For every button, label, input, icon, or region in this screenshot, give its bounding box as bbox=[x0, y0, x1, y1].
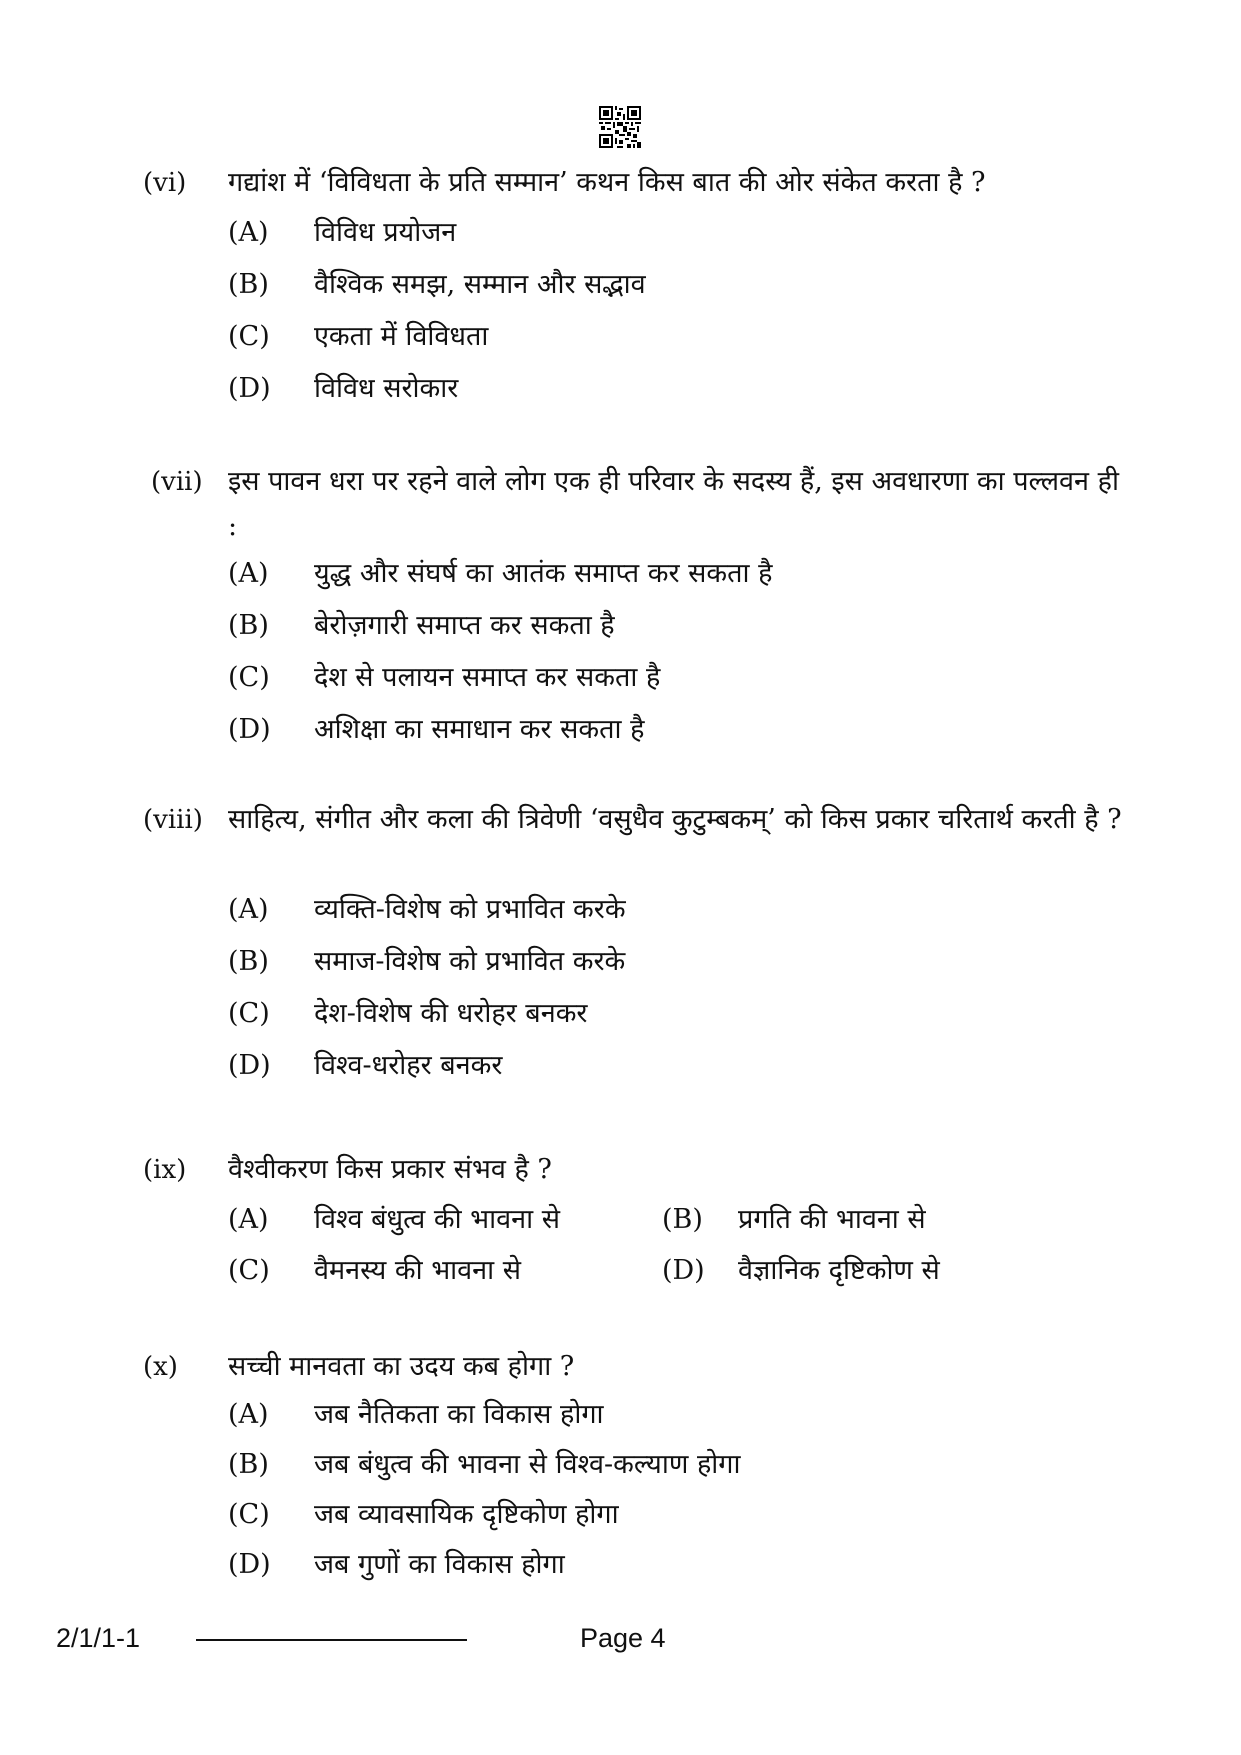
question-number: (vii) bbox=[151, 467, 203, 497]
option-label: (B) bbox=[228, 269, 269, 300]
question-number: (ix) bbox=[143, 1155, 187, 1185]
option-text: प्रगति की भावना से bbox=[738, 1204, 926, 1235]
question-text: साहित्य, संगीत और कला की त्रिवेणी ‘वसुधैव कुटुम्बकम्’ को किस प्रकार चरितार्थ करती है ? bbox=[228, 804, 1122, 835]
question-text: सच्ची मानवता का उदय कब होगा ? bbox=[228, 1351, 575, 1382]
option-text: जब नैतिकता का विकास होगा bbox=[314, 1399, 604, 1430]
option-text: जब बंधुत्व की भावना से विश्व-कल्याण होगा bbox=[314, 1449, 741, 1480]
option-text: जब व्यावसायिक दृष्टिकोण होगा bbox=[314, 1499, 619, 1530]
question-text: इस पावन धरा पर रहने वाले लोग एक ही परिवार के सदस्य हैं, इस अवधारणा का पल्लवन ही : bbox=[228, 466, 1119, 542]
option-label: (A) bbox=[228, 558, 269, 589]
option-text: वैश्विक समझ, सम्मान और सद्भाव bbox=[314, 269, 646, 300]
option-text: जब गुणों का विकास होगा bbox=[314, 1549, 565, 1580]
option-label: (B) bbox=[228, 946, 269, 977]
footer-divider bbox=[196, 1639, 467, 1641]
option-label: (D) bbox=[228, 1050, 271, 1081]
question-number: (vi) bbox=[143, 168, 187, 198]
option-label: (B) bbox=[228, 610, 269, 641]
page-number: Page 4 bbox=[580, 1623, 666, 1653]
option-label: (B) bbox=[662, 1204, 703, 1235]
question-number: (x) bbox=[143, 1352, 178, 1382]
option-label: (C) bbox=[228, 321, 270, 352]
option-text: वैज्ञानिक दृष्टिकोण से bbox=[738, 1255, 940, 1286]
option-label: (C) bbox=[228, 1255, 270, 1286]
option-text: विविध सरोकार bbox=[314, 373, 459, 404]
option-text: देश-विशेष की धरोहर बनकर bbox=[314, 998, 588, 1029]
option-label: (A) bbox=[228, 894, 269, 925]
option-label: (B) bbox=[228, 1449, 269, 1480]
option-text: देश से पलायन समाप्त कर सकता है bbox=[314, 662, 661, 693]
paper-code: 2/1/1-1 bbox=[56, 1623, 141, 1653]
question-text: गद्यांश में ‘विविधता के प्रति सम्मान’ कथन किस बात की ओर संकेत करता है ? bbox=[228, 167, 986, 198]
option-text: अशिक्षा का समाधान कर सकता है bbox=[314, 714, 645, 745]
option-label: (A) bbox=[228, 217, 269, 248]
option-text: बेरोज़गारी समाप्त कर सकता है bbox=[314, 610, 615, 641]
option-text: वैमनस्य की भावना से bbox=[314, 1255, 521, 1286]
qr-code-icon bbox=[599, 106, 641, 148]
option-text: व्यक्ति-विशेष को प्रभावित करके bbox=[314, 894, 626, 925]
question-text: वैश्वीकरण किस प्रकार संभव है ? bbox=[228, 1154, 552, 1185]
option-text: समाज-विशेष को प्रभावित करके bbox=[314, 946, 626, 977]
option-text: एकता में विविधता bbox=[314, 321, 489, 352]
option-text: विश्व-धरोहर बनकर bbox=[314, 1050, 503, 1081]
question-number: (viii) bbox=[143, 805, 203, 835]
option-label: (D) bbox=[228, 373, 271, 404]
option-label: (C) bbox=[228, 662, 270, 693]
option-label: (D) bbox=[228, 1549, 271, 1580]
option-text: विविध प्रयोजन bbox=[314, 217, 457, 248]
option-label: (C) bbox=[228, 998, 270, 1029]
option-label: (A) bbox=[228, 1204, 269, 1235]
option-label: (D) bbox=[228, 714, 271, 745]
option-label: (C) bbox=[228, 1499, 270, 1530]
option-label: (A) bbox=[228, 1399, 269, 1430]
option-text: युद्ध और संघर्ष का आतंक समाप्त कर सकता है bbox=[314, 558, 773, 589]
option-text: विश्व बंधुत्व की भावना से bbox=[314, 1204, 560, 1235]
option-label: (D) bbox=[662, 1255, 705, 1286]
